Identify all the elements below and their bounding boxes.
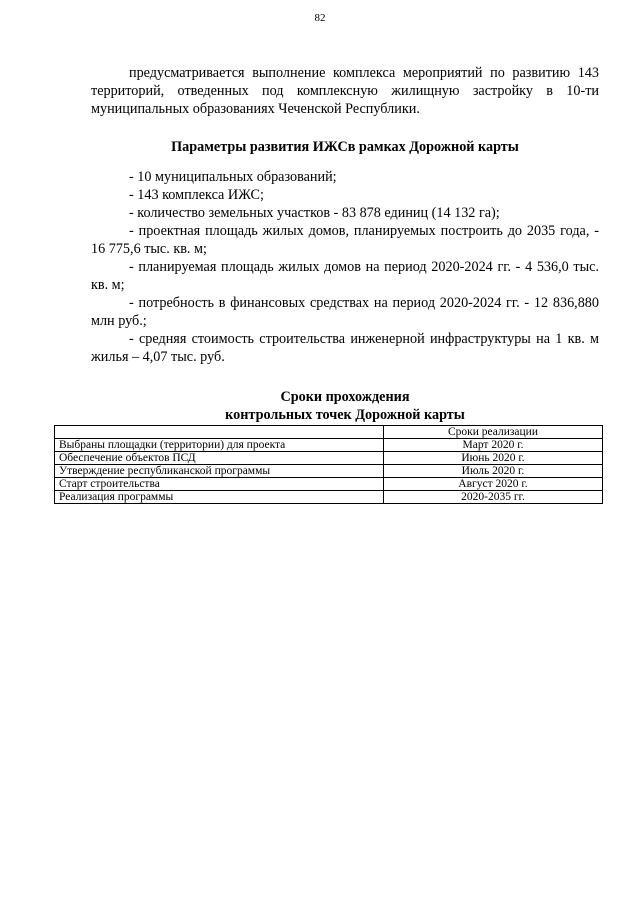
params-item: - количество земельных участков - 83 878 единиц (14 132 га);	[129, 205, 500, 221]
table-cell: Утверждение республиканской программы	[55, 465, 384, 478]
params-item: - планируемая площадь жилых домов на период 2020-2024 гг. - 4 536,0 тыс. кв. м;	[91, 259, 599, 293]
params-heading: Параметры развития ИЖСв рамках Дорожной карты	[171, 139, 519, 155]
table-cell: Август 2020 г.	[384, 478, 603, 491]
table-row	[55, 452, 603, 465]
table-row	[55, 465, 603, 478]
table-header-cell: Сроки реализации	[384, 426, 603, 439]
page-number: 82	[314, 12, 326, 24]
params-item: - средняя стоимость строительства инженерной инфраструктуры на 1 кв. м жилья – 4,07 тыс. руб.	[91, 331, 599, 365]
milestones-heading-line1: Сроки прохождения	[280, 389, 410, 405]
milestones-heading-line2: контрольных точек Дорожной карты	[225, 407, 465, 423]
table-header-row	[55, 426, 603, 439]
table-header-cell	[55, 426, 384, 439]
intro-paragraph: предусматривается выполнение комплекса мероприятий по развитию 143 территорий, отведенных под комплексную жилищную застройку в 10-ти муниципальных образованиях Чеченской Республики.	[91, 65, 599, 117]
document-body	[91, 64, 599, 424]
table-row	[55, 439, 603, 452]
table-cell: Июнь 2020 г.	[384, 452, 603, 465]
params-item: - 143 комплекса ИЖС;	[129, 187, 264, 203]
table-cell: Март 2020 г.	[384, 439, 603, 452]
params-item: - проектная площадь жилых домов, планируемых построить до 2035 года, - 16 775,6 тыс. кв. м;	[91, 223, 599, 257]
table-row	[55, 491, 603, 504]
table-cell: Обеспечение объектов ПСД	[55, 452, 384, 465]
table-cell: Выбраны площадки (территории) для проекта	[55, 439, 384, 452]
milestones-table	[54, 425, 603, 504]
table-row	[55, 478, 603, 491]
table-cell: Реализация программы	[55, 491, 384, 504]
params-item: - 10 муниципальных образований;	[129, 169, 337, 185]
params-item: - потребность в финансовых средствах на период 2020-2024 гг. - 12 836,880 млн руб.;	[91, 295, 599, 329]
table-cell: 2020-2035 гг.	[384, 491, 603, 504]
milestones-heading	[91, 388, 599, 424]
table-cell: Июль 2020 г.	[384, 465, 603, 478]
table-cell: Старт строительства	[55, 478, 384, 491]
params-list	[91, 168, 599, 366]
